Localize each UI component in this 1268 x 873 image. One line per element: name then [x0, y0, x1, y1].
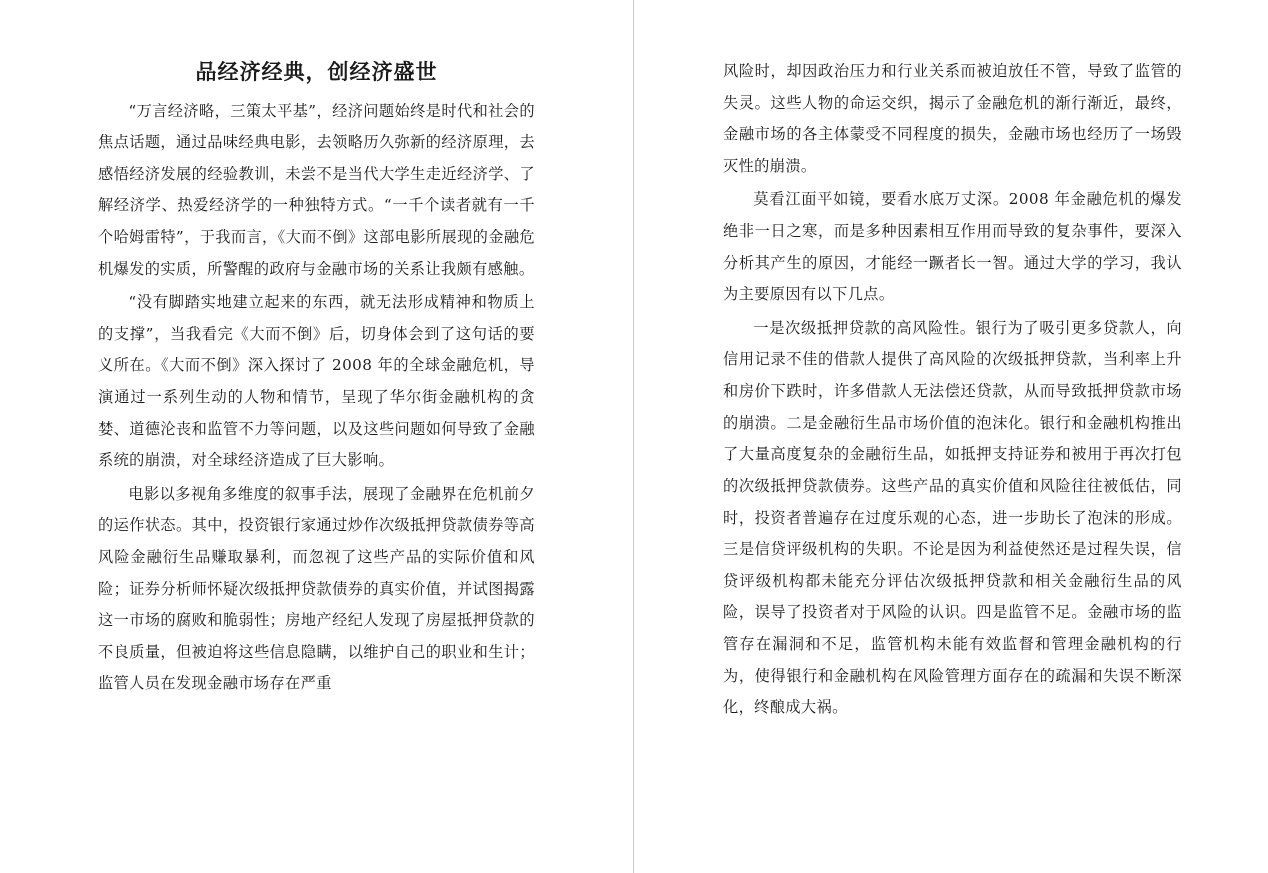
paragraph: “万言经济略，三策太平基”，经济问题始终是时代和社会的焦点话题，通过品味经典电影，去领略历久弥新的经济原理，去感悟经济发展的经验教训，未尝不是当代大学生走近经济学、了解经济学、热爱经济学的一种独特方式。“一千个读者就有一千个哈姆雷特”，于我而言，《大而不倒》这部电影所展现的金融危机爆发的实质，所警醒的政府与金融市场的关系让我颇有感触。 — [98, 101, 536, 278]
paragraph: 莫看江面平如镜，要看水底万丈深。2008 年金融危机的爆发绝非一日之寒，而是多种因素相互作用而导致的复杂事件，要深入分析其产生的原因，才能经一蹶者长一智。通过大学的学习，我认为主要原因有以下几点。 — [723, 190, 1182, 304]
page-right — [633, 0, 1268, 873]
paragraph: 风险时，却因政治压力和行业关系而被迫放任不管，导致了监管的失灵。这些人物的命运交织，揭示了金融危机的渐行渐近，最终，金融市场的各主体蒙受不同程度的损失，金融市场也经历了一场毁灭性的崩溃。 — [723, 62, 1182, 175]
paragraph: 电影以多视角多维度的叙事手法，展现了金融界在危机前夕的运作状态。其中，投资银行家通过炒作次级抵押贷款债券等高风险金融衍生品赚取暴利，而忽视了这些产品的实际价值和风险；证券分析师怀疑次级抵押贷款债券的真实价值，并试图揭露这一市场的腐败和脆弱性；房地产经纪人发现了房屋抵押贷款的不良质量，但被迫将这些信息隐瞒，以维护自己的职业和生计；监管人员在发现金融市场存在严重 — [98, 484, 535, 693]
paragraph: 一是次级抵押贷款的高风险性。银行为了吸引更多贷款人，向信用记录不佳的借款人提供了高风险的次级抵押贷款，当利率上升和房价下跌时，许多借款人无法偿还贷款，从而导致抵押贷款市场的崩溃。二是金融衍生品市场价值的泡沫化。银行和金融机构推出了大量高度复杂的金融衍生品，如抵押支持证券和被用于再次打包的次级抵押贷款债券。这些产品的真实价值和风险往往被低估，同时，投资者普遍存在过度乐观的心态，进一步助长了泡沫的形成。三是信贷评级机构的失职。不论是因为利益使然还是过程失误，信贷评级机构都未能充分评估次级抵押贷款和相关金融衍生品的风险，误导了投资者对于风险的认识。四是监管不足。金融市场的监管存在漏洞和不足，监管机构未能有效监督和管理金融机构的行为，使得银行和金融机构在风险管理方面存在的疏漏和失误不断深化，终酿成大祸。 — [723, 318, 1182, 717]
page-left — [0, 0, 633, 873]
paragraph: “没有脚踏实地建立起来的东西，就无法形成精神和物质上的支撑”，当我看完《大而不倒》后，切身体会到了这句话的要义所在。《大而不倒》深入探讨了 2008 年的全球金融危机，导演通过一系列生动的人物和情节，呈现了华尔街金融机构的贪婪、道德沦丧和监管不力等问题，以及这些问题如何导致了金融系统的崩溃，对全球经济造成了巨大影响。 — [98, 293, 535, 470]
page-divider — [633, 0, 634, 873]
page-title: 品经济经典，创经济盛世 — [195, 59, 438, 84]
